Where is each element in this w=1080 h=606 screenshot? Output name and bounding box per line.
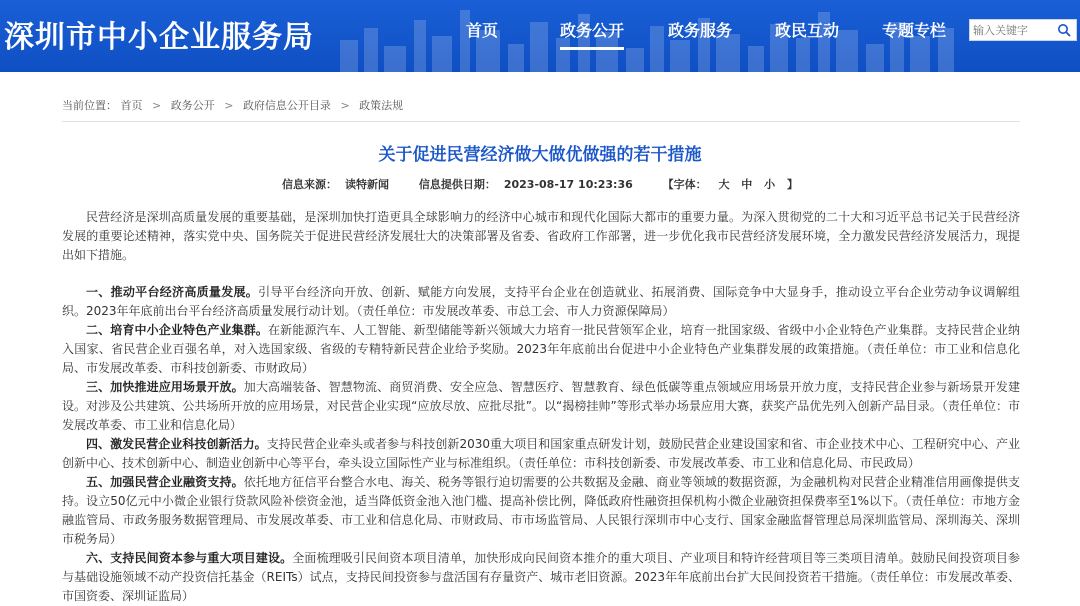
source-value: 读特新闻 [345,178,389,191]
breadcrumb-separator: > [152,99,162,112]
breadcrumb-prefix: 当前位置： [62,99,117,112]
font-size-medium-button[interactable]: 中 [741,178,753,191]
search-input[interactable] [973,21,1053,39]
font-size-large-button[interactable]: 大 [718,178,730,191]
search-box [969,19,1077,41]
measure-item [62,321,1020,378]
search-icon[interactable] [1057,23,1071,37]
measure-heading: 二、培育中小企业特色产业集群。 [86,323,268,337]
measure-text: 全面梳理吸引民间资本项目清单，加快形成向民间资本推介的重大项目、产业项目和特许经营项目等三类项目清单。鼓励民间投资项目参与基础设施领域不动产投资信托基金（REITs）试点，支持民间投资参与盘活国有存量资产、城市老旧资源。2023年年底前出台扩大民间投资若干措施。（责任单位：市发展改革委、市国资委、深圳证监局） [62,551,1020,603]
date-label: 信息提供日期： [418,178,496,191]
measure-heading: 一、推动平台经济高质量发展。 [86,285,259,299]
measure-item [62,283,1020,321]
nav-public-interaction[interactable]: 政民互动 [775,21,840,40]
font-size-close: 】 [786,178,798,191]
measure-item [62,473,1020,549]
measure-heading: 三、加快推进应用场景开放。 [86,380,244,394]
breadcrumb [62,97,403,113]
article-body [62,208,1020,606]
article-title: 关于促进民营经济做大做优做强的若干措施 [378,145,702,165]
date-value: 2023-08-17 10:23:36 [503,178,633,191]
breadcrumb-divider [62,121,1020,122]
measure-item [62,378,1020,435]
breadcrumb-separator: > [224,99,234,112]
measure-item [62,435,1020,473]
measure-text: 在新能源汽车、人工智能、新型储能等新兴领域大力培育一批民营领军企业，培育一批国家级、省级中小企业特色产业集群。支持民营企业纳入国家、省民营企业百强名单，对入选国家级、省级的专精特新民营企业给予奖励。2023年年底前出台促进中小企业特色产业集群发展的政策措施。（责任单位：市工业和信息化局、市发展改革委、市科技创新委、市财政局） [62,323,1020,375]
breadcrumb-item-government-affairs[interactable]: 政务公开 [170,99,215,112]
measure-text: 加大高端装备、智慧物流、商贸消费、安全应急、智慧医疗、智慧教育、绿色低碳等重点领域应用场景开放力度，支持民营企业参与新场景开发建设。对涉及公共建筑、公共场所开放的应用场景，对民营企业实现“应放尽放、应批尽批”。以“揭榜挂帅”等形式举办场景应用大赛，获奖产品优先列入创新产品目录。（责任单位：市发展改革委、市工业和信息化局） [62,380,1020,432]
breadcrumb-item-home[interactable]: 首页 [120,99,143,112]
site-header [0,0,1080,72]
font-size-label: 【字体： [662,178,707,191]
article-intro: 民营经济是深圳高质量发展的重要基础，是深圳加快打造更具全球影响力的经济中心城市和现代化国际大都市的重要力量。为深入贯彻党的二十大和习近平总书记关于民营经济发展的重要论述精神，落实党中央、国务院关于促进民营经济发展壮大的决策部署及省委、省政府工作部署，进一步优化我市民营经济发展环境，全力激发民营经济发展活力，现提出如下措施。 [62,210,1020,262]
skyline-decoration [330,0,970,72]
measure-text: 依托地方征信平台整合水电、海关、税务等银行迫切需要的公共数据及金融、商业等领域的数据资源，为金融机构对民营企业精准信用画像提供支持。设立50亿元中小微企业银行贷款风险补偿资金池，适当降低资金池入池门槛、提高补偿比例，降低政府性融资担保机构小微企业融资担保费率至1%以下。（责任单位：市地方金融监管局、市政务服务数据管理局、市发展改革委、市工业和信息化局、市财政局、市市场监管局、人民银行深圳市中心支行、国家金融监督管理总局深圳监管局、深圳海关、深圳市税务局） [62,475,1020,546]
site-title[interactable]: 深圳市中小企业服务局 [4,20,314,55]
measure-item [62,549,1020,606]
measure-heading: 四、激发民营企业科技创新活力。 [86,437,267,451]
measure-heading: 六、支持民间资本参与重大项目建设。 [86,551,293,565]
nav-home[interactable]: 首页 [466,21,499,40]
font-size-small-button[interactable]: 小 [764,178,776,191]
measure-heading: 五、加强民营企业融资支持。 [86,475,244,489]
measure-text: 支持民营企业牵头或者参与科技创新2030重大项目和国家重点研发计划，鼓励民营企业建设国家和省、市企业技术中心、工程研究中心、产业创新中心、技术创新中心、制造业创新中心等平台，牵头设立国际性产业与标准组织。（责任单位：市科技创新委、市发展改革委、市工业和信息化局、市民政局） [62,437,1020,470]
measure-text: 引导平台经济向开放、创新、赋能方向发展，支持平台企业在创造就业、拓展消费、国际竞争中大显身手，推动设立平台企业劳动争议调解组织。2023年年底前出台平台经济高质量发展行动计划。（责任单位：市发展改革委、市总工会、市人力资源保障局） [62,285,1020,318]
breadcrumb-item-info-catalog[interactable]: 政府信息公开目录 [242,99,331,112]
breadcrumb-separator: > [340,99,350,112]
nav-government-affairs[interactable]: 政务公开 [560,18,624,50]
breadcrumb-item-policies[interactable]: 政策法规 [359,99,404,112]
nav-government-services[interactable]: 政务服务 [668,21,733,40]
article-meta [0,176,1080,192]
nav-special-topics[interactable]: 专题专栏 [882,21,947,40]
source-label: 信息来源： [282,178,337,191]
